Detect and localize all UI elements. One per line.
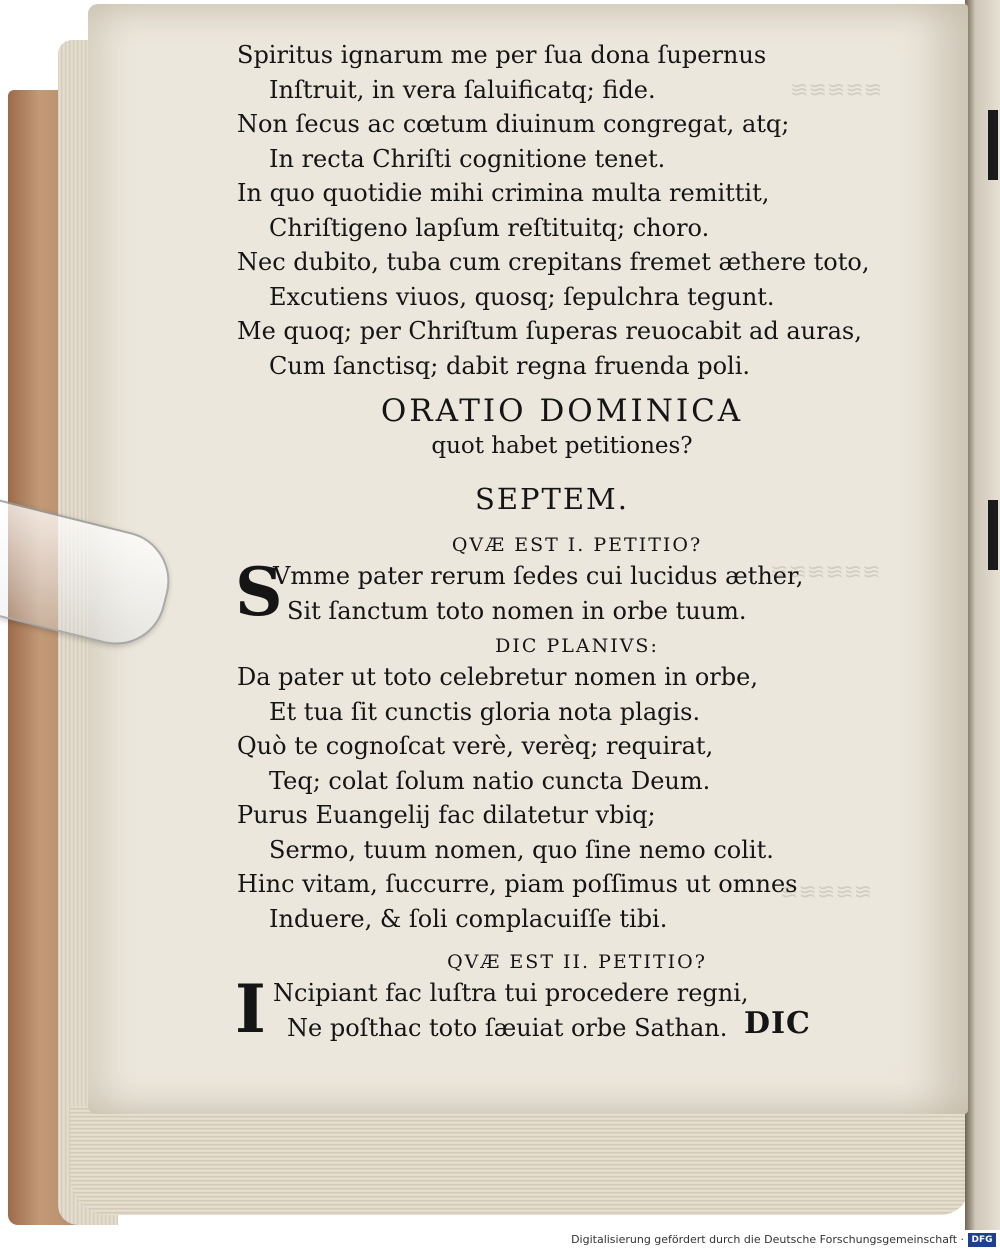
verse-line: Purus Euangelij fac dilatetur vbiq; bbox=[237, 801, 656, 829]
catchword: DIC bbox=[744, 1006, 811, 1041]
drop-capital: S bbox=[235, 553, 283, 631]
verse-block-planius bbox=[237, 660, 857, 936]
heading-subtitle: quot habet petitiones? bbox=[431, 433, 693, 459]
heading-oratio-dominica: ORATIO DOMINICA bbox=[380, 393, 744, 429]
verse-line: Sit ſanctum toto nomen in orbe tuum. bbox=[287, 596, 747, 625]
verse-line: Vmme pater rerum ſedes cui lucidus æther, bbox=[273, 562, 804, 590]
verse-line: Et tua ſit cunctis gloria nota plagis. bbox=[269, 697, 701, 726]
verse-line: Non ſecus ac cœtum diuinum congregat, atq; bbox=[237, 110, 790, 138]
verse-line: Chriſtigeno lapſum reſtituitq; choro. bbox=[269, 213, 710, 242]
verse-line: Induere, & ſoli complacuiſſe tibi. bbox=[269, 904, 668, 933]
heading-septem: SEPTEM. bbox=[475, 482, 629, 516]
verse-line: In recta Chriſti cognitione tenet. bbox=[269, 144, 666, 173]
show-through: ≋≋≋≋≋≋ bbox=[770, 560, 881, 585]
page-edges-bottom bbox=[70, 1105, 970, 1215]
verse-line: Teq; colat ſolum natio cuncta Deum. bbox=[269, 766, 711, 795]
verse-line: Excutiens viuos, quosq; ſepulchra tegunt. bbox=[269, 282, 775, 311]
petitio-1-verse bbox=[235, 553, 857, 631]
dfg-logo: DFG bbox=[968, 1233, 996, 1247]
verse-line: Da pater ut toto celebretur nomen in orbe, bbox=[237, 663, 758, 691]
verse-block-top bbox=[237, 38, 870, 383]
footer-credit: Digitalisierung gefördert durch die Deutsche Forschungsgemeinschaft · bbox=[571, 1233, 964, 1246]
drop-capital: I bbox=[235, 970, 266, 1048]
verse-line: Quò te cognoſcat verè, verèq; requirat, bbox=[237, 732, 714, 760]
facing-page-mark bbox=[988, 110, 998, 180]
verse-line: Spiritus ignarum me per ſua dona ſupernus bbox=[237, 41, 767, 69]
verse-line: Inſtruit, in vera ſaluificatq; fide. bbox=[269, 75, 656, 104]
petitio-2-heading: QVÆ EST II. PETITIO? bbox=[447, 951, 707, 973]
verse-line: Nec dubito, tuba cum crepitans fremet æthere toto, bbox=[237, 248, 870, 276]
petitio-1-heading: QVÆ EST I. PETITIO? bbox=[451, 534, 703, 556]
show-through: ≋≋≋≋≋ bbox=[780, 880, 873, 905]
footer-bar bbox=[0, 1230, 1000, 1252]
verse-line: Cum ſanctisq; dabit regna fruenda poli. bbox=[269, 351, 750, 380]
facing-page-edge bbox=[965, 0, 1000, 1230]
verse-line: Hinc vitam, ſuccurre, piam poſſimus ut omnes bbox=[237, 870, 798, 898]
dic-planius-heading: DIC PLANIVS: bbox=[495, 635, 659, 657]
verse-line: Ncipiant fac luſtra tui procedere regni, bbox=[273, 979, 749, 1007]
verse-line: Sermo, tuum nomen, quo ſine nemo colit. bbox=[269, 835, 774, 864]
verse-line: In quo quotidie mihi crimina multa remittit, bbox=[237, 179, 770, 207]
page-text bbox=[235, 38, 870, 1048]
show-through: ≋≋≋≋≋ bbox=[790, 78, 883, 103]
verse-line: Ne poſthac toto ſæuiat orbe Sathan. bbox=[287, 1013, 728, 1042]
verse-line: Me quoq; per Chriſtum ſuperas reuocabit ad auras, bbox=[237, 317, 862, 345]
facing-page-mark bbox=[988, 500, 998, 570]
